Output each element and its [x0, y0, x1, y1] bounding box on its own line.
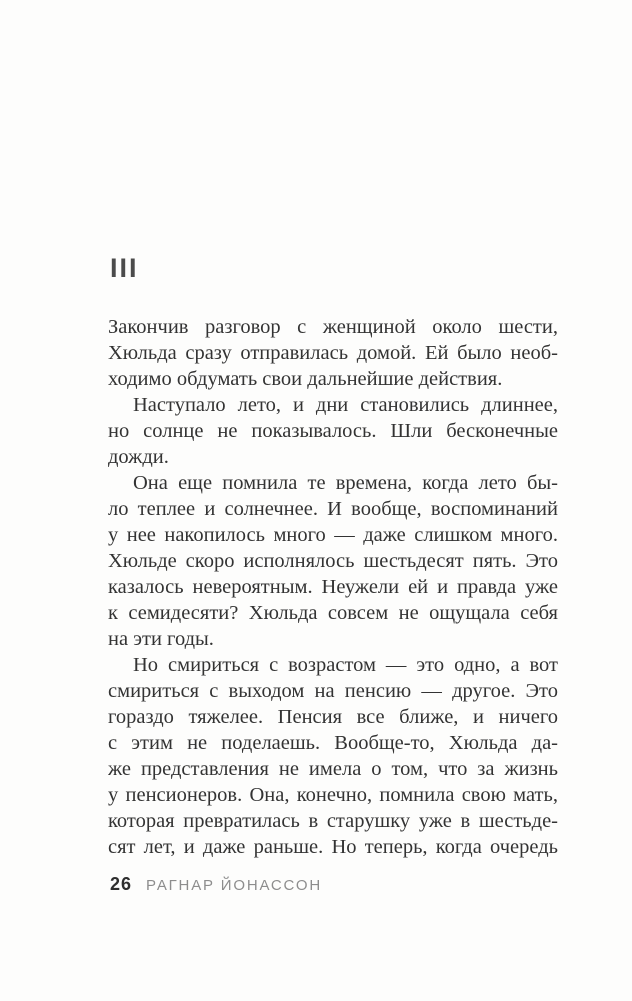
text-line: казалось невероятным. Неужели ей и правда уже [108, 576, 558, 598]
chapter-heading: III [110, 253, 139, 283]
text-line: ходимо обдумать свои дальнейшие действия. [108, 368, 503, 390]
text-line: у пенсионеров. Она, конечно, помнила свою мать, [108, 784, 558, 806]
text-line: Закончив разговор с женщиной около шести, [108, 316, 558, 338]
text-line: же представления не имела о том, что за жизнь [108, 758, 558, 780]
text-line: сят лет, и даже раньше. Но теперь, когда очередь [108, 836, 558, 858]
text-line: Наступало лето, и дни становились длиннее, [133, 394, 558, 416]
text-line: к семидесяти? Хюльда совсем не ощущала себя [108, 602, 558, 624]
text-line: ло теплее и солнечнее. И вообще, воспоминаний [108, 498, 558, 520]
text-line: на эти годы. [108, 628, 214, 650]
text-line: Хюльде скоро исполнялось шестьдесят пять. Это [108, 550, 558, 572]
text-line: гораздо тяжелее. Пенсия все ближе, и ничего [108, 706, 558, 728]
text-line: дожди. [108, 446, 169, 468]
text-line: Она еще помнила те времена, когда лето бы- [133, 472, 558, 494]
body-text [108, 314, 558, 860]
text-line: с этим не поделаешь. Вообще-то, Хюльда да- [108, 732, 558, 754]
text-line: смириться с выходом на пенсию — другое. Это [108, 680, 558, 702]
text-line: Хюльда сразу отправилась домой. Ей было необ- [108, 342, 558, 364]
page-number: 26 [110, 874, 133, 894]
text-line: Но смириться с возрастом — это одно, а вот [133, 654, 558, 676]
text-line: но солнце не показывалось. Шли бесконечные [108, 420, 558, 442]
running-footer-author: РАГНАР ЙОНАССОН [146, 877, 322, 894]
page-footer [110, 874, 322, 895]
text-line: которая превратилась в старушку уже в шестьде- [108, 810, 558, 832]
text-line: у нее накопилось много — даже слишком много. [108, 524, 558, 546]
